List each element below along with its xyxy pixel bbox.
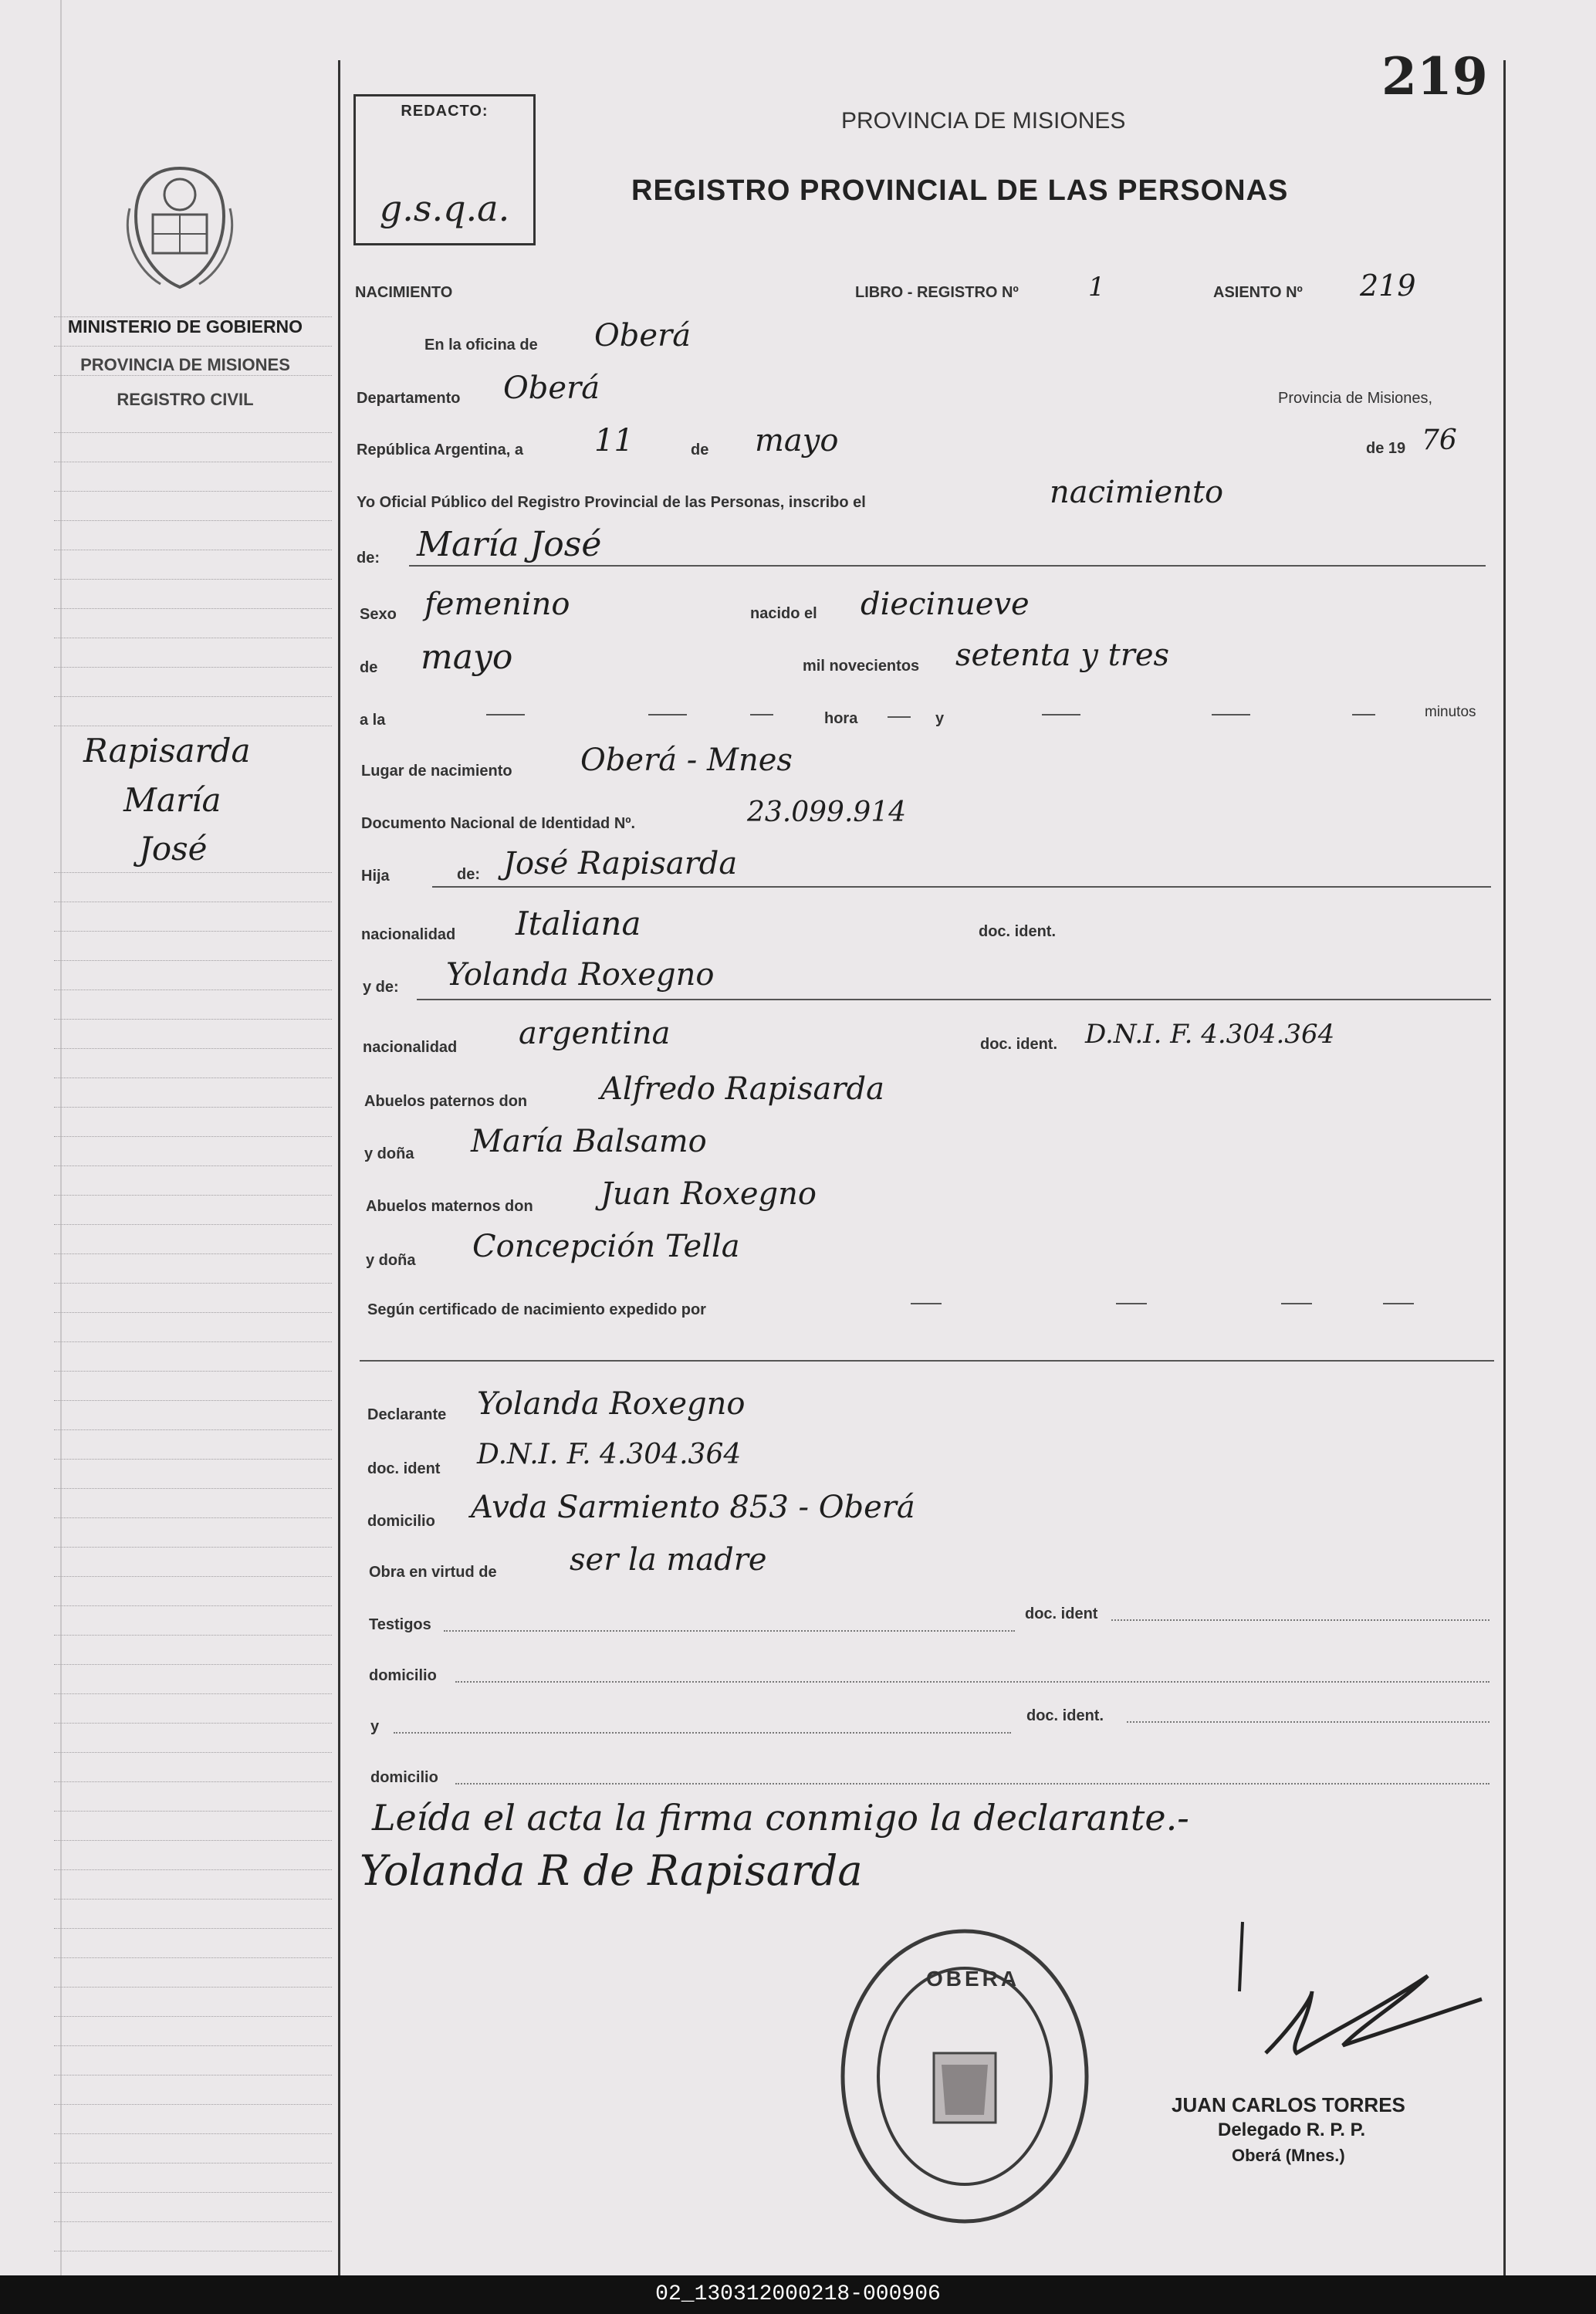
docident2-value: D.N.I. F. 4.304.364 (1085, 1019, 1335, 1050)
minutos-label: minutos (1425, 704, 1476, 720)
lugar-label: Lugar de nacimiento (361, 763, 512, 780)
hora-label: hora (824, 710, 858, 727)
declarante-signature: Yolanda R de Rapisarda (360, 1846, 863, 1895)
docident2-label: doc. ident. (980, 1036, 1057, 1053)
year-value: 76 (1422, 425, 1457, 456)
oficina-value: Oberá (594, 318, 691, 354)
departamento-value: Oberá (503, 370, 600, 406)
mil-label: mil novecientos (803, 658, 920, 675)
nac2-label: nacionalidad (363, 1039, 458, 1056)
docident5-label: doc. ident. (1026, 1707, 1104, 1724)
ministry-registro-civil: REGISTRO CIVIL (117, 390, 254, 409)
margin-note-surname: Rapisarda (83, 732, 251, 770)
domicilio2-label: domicilio (369, 1667, 437, 1684)
nac1-value: Italiana (516, 905, 641, 942)
nacido-value: diecinueve (861, 587, 1030, 622)
day-value: 11 (594, 423, 634, 458)
footer-bar (0, 2275, 1596, 2314)
hija-label: Hija (361, 868, 390, 885)
official-name: JUAN CARLOS TORRES (1172, 2093, 1405, 2116)
ministry-province: PROVINCIA DE MISIONES (80, 355, 290, 374)
provincia-label: Provincia de Misiones, (1278, 390, 1433, 407)
oficina-label: En la oficina de (424, 337, 538, 354)
mil-value: setenta y tres (955, 638, 1170, 673)
father-value: José Rapisarda (503, 846, 738, 881)
abuelos-p-value: Alfredo Rapisarda (600, 1071, 884, 1107)
domicilio-label: domicilio (367, 1513, 435, 1530)
obra-label: Obra en virtud de (369, 1564, 497, 1581)
abuelos-p-label: Abuelos paternos don (364, 1093, 528, 1110)
libro-value: 1 (1088, 272, 1105, 303)
republica-label: República Argentina, a (357, 441, 523, 458)
official-place: Oberá (Mnes.) (1232, 2146, 1345, 2165)
form-right-border (1503, 60, 1506, 2275)
dni-label: Documento Nacional de Identidad Nº. (361, 815, 636, 832)
footer-id: 02_130312000218-000906 (655, 2282, 941, 2306)
sexo-label: Sexo (360, 606, 397, 623)
domicilio-value: Avda Sarmiento 853 - Oberá (471, 1490, 915, 1525)
header-registry: REGISTRO PROVINCIAL DE LAS PERSONAS (631, 174, 1289, 207)
declarante-value: Yolanda Roxegno (477, 1386, 746, 1422)
segun-label: Según certificado de nacimiento expedido por (367, 1301, 706, 1318)
testigos-label: Testigos (369, 1616, 431, 1633)
nac2-value: argentina (519, 1016, 671, 1051)
yde-label: y de: (363, 979, 399, 996)
redacto-box (353, 94, 536, 245)
obra-value: ser la madre (570, 1542, 767, 1578)
departamento-label: Departamento (357, 390, 461, 407)
docident3-label: doc. ident (367, 1460, 441, 1477)
ydona1-label: y doña (364, 1145, 414, 1162)
ala-label: a la (360, 712, 386, 729)
coat-of-arms-icon (122, 162, 238, 293)
month-value: mayo (755, 423, 839, 458)
act-type-label: NACIMIENTO (355, 284, 453, 301)
ydona1-value: María Balsamo (471, 1124, 707, 1159)
oficial-label: Yo Oficial Público del Registro Provincial de las Personas, inscribo el (357, 494, 866, 511)
abuelos-m-value: Juan Roxegno (600, 1176, 817, 1212)
form-left-border (338, 60, 340, 2275)
ministry-title: MINISTERIO DE GOBIERNO (67, 316, 303, 337)
lugar-value: Oberá - Mnes (580, 743, 793, 778)
asiento-label: ASIENTO Nº (1213, 284, 1303, 301)
page-number: 219 (1381, 46, 1488, 107)
dni-value: 23.099.914 (747, 797, 907, 828)
de2-label: de: (357, 550, 380, 567)
year-label: de 19 (1366, 440, 1406, 457)
libro-label: LIBRO - REGISTRO Nº (855, 284, 1019, 301)
header-province: PROVINCIA DE MISIONES (841, 108, 1126, 134)
nac1-label: nacionalidad (361, 926, 456, 943)
hija-de-label: de: (457, 866, 480, 883)
ydona2-label: y doña (366, 1252, 416, 1269)
ydona2-value: Concepción Tella (472, 1229, 740, 1264)
seal-city: OBERA (926, 1967, 1020, 1991)
margin-note-name2: José (139, 830, 208, 868)
declarante-label: Declarante (367, 1406, 447, 1423)
asiento-value: 219 (1360, 269, 1416, 303)
docident1-label: doc. ident. (979, 923, 1056, 940)
redacto-label: REDACTO: (401, 103, 489, 120)
redacto-initials: g.s.q.a. (379, 188, 510, 229)
domicilio3-label: domicilio (370, 1769, 438, 1786)
nacido-label: nacido el (750, 605, 817, 622)
official-signature-icon (1111, 1914, 1497, 2092)
sexo-value: femenino (424, 587, 570, 622)
de3-label: de (360, 659, 378, 676)
y-label: y (935, 710, 945, 727)
y2-label: y (370, 1718, 380, 1735)
birth-month-value: mayo (421, 638, 513, 677)
official-title: Delegado R. P. P. (1218, 2119, 1366, 2140)
oficial-value: nacimiento (1050, 475, 1224, 510)
mother-value: Yolanda Roxegno (446, 957, 715, 993)
de-label: de (691, 441, 709, 458)
closing-text: Leída el acta la firma conmigo la declarante.- (372, 1797, 1189, 1839)
docident3-value: D.N.I. F. 4.304.364 (477, 1439, 742, 1470)
margin-guide (60, 0, 62, 2275)
docident4-label: doc. ident (1025, 1605, 1098, 1622)
abuelos-m-label: Abuelos maternos don (366, 1198, 533, 1215)
margin-note-name1: María (123, 781, 221, 819)
name-value: María José (417, 525, 602, 564)
